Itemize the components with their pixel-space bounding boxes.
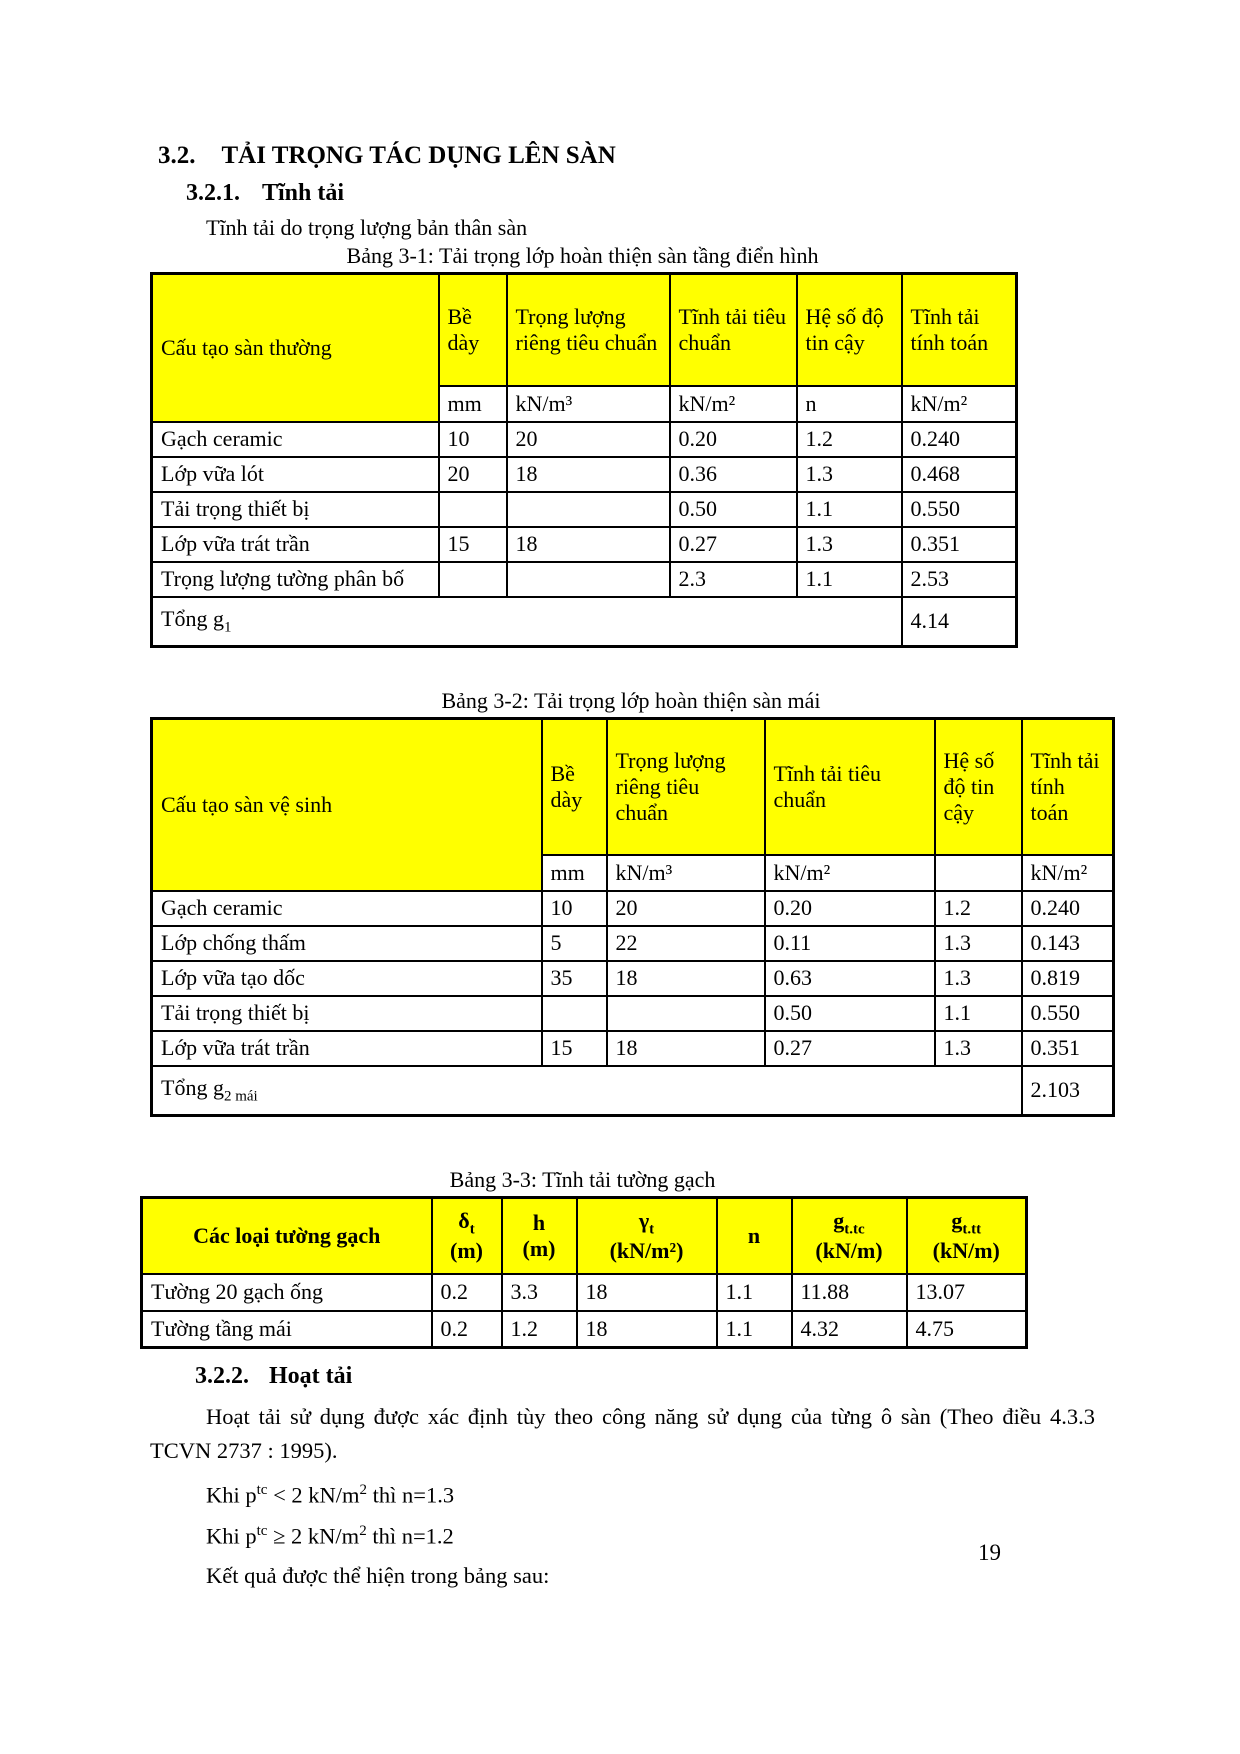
column-header: Các loại tường gạch (142, 1198, 432, 1274)
column-header: Trọng lượng riêng tiêu chuẩn (607, 719, 765, 855)
table-row (152, 457, 1017, 492)
cell-value: 18 (607, 961, 765, 996)
subsection-heading (195, 1363, 1240, 1390)
cell-value: 1.3 (797, 527, 902, 562)
cell-value: 0.468 (902, 457, 1017, 492)
unit-cell: kN/m² (902, 386, 1017, 422)
cell-value: 1.1 (797, 562, 902, 597)
cell-value: 1.3 (797, 457, 902, 492)
cell-value (439, 492, 507, 527)
cell-value: 0.50 (765, 996, 935, 1031)
row-label: Lớp vữa trát trần (152, 527, 439, 562)
header-row (152, 719, 1114, 855)
cell-value: 0.11 (765, 926, 935, 961)
cell-value (607, 996, 765, 1031)
table-row (152, 961, 1114, 996)
cell-value: 1.2 (797, 422, 902, 457)
total-value: 4.14 (902, 597, 1017, 647)
table-row (152, 891, 1114, 926)
cell-value: 18 (607, 1031, 765, 1066)
condition-line-2: Khi $p^{tc} \ge 2$ $kN/m^2$ thì n=1.2 (206, 1522, 454, 1548)
condition-line-1: Khi $p^{tc} < 2$ $kN/m^2$ thì n=1.3 (206, 1482, 455, 1508)
cell-value: 1.2 (502, 1311, 577, 1348)
cell-value (507, 562, 670, 597)
cell-value: 22 (607, 926, 765, 961)
cell-value: 0.2 (432, 1274, 502, 1311)
cell-value: 1.2 (935, 891, 1022, 926)
cell-value: 0.36 (670, 457, 797, 492)
cell-value: 0.351 (1022, 1031, 1114, 1066)
column-header: Cấu tạo sàn vệ sinh (152, 719, 542, 891)
subsection-number: 3.2.2. (195, 1363, 249, 1389)
section-number: 3.2. (158, 142, 196, 169)
column-header: Hệ số độ tin cậy (935, 719, 1022, 855)
table-row (142, 1274, 1027, 1311)
unit-cell: kN/m³ (607, 855, 765, 891)
cell-value: 1.1 (717, 1311, 792, 1348)
cell-value: 0.240 (1022, 891, 1114, 926)
cell-value: 0.240 (902, 422, 1017, 457)
unit-cell: mm (439, 386, 507, 422)
header-row (152, 274, 1017, 386)
row-label: Gạch ceramic (152, 891, 542, 926)
column-header: h (m) (502, 1198, 577, 1274)
column-header: Tĩnh tải tiêu chuẩn (670, 274, 797, 386)
cell-value: 1.1 (797, 492, 902, 527)
cell-value: 0.27 (670, 527, 797, 562)
column-header: Tĩnh tải tính toán (1022, 719, 1114, 855)
cell-value: 0.351 (902, 527, 1017, 562)
table-row (142, 1311, 1027, 1348)
row-label: Lớp vữa trát trần (152, 1031, 542, 1066)
table-floor-typical (150, 272, 1018, 648)
row-label: Lớp chống thấm (152, 926, 542, 961)
unit-cell: kN/m³ (507, 386, 670, 422)
table-row (152, 996, 1114, 1031)
live-load-paragraph: Hoạt tải sử dụng được xác định tùy theo công năng sử dụng của từng ô sàn (Theo điều 4.3.3 TCVN 2737 : 1995). (150, 1404, 1095, 1463)
cell-value: 20 (507, 422, 670, 457)
cell-value: 11.88 (792, 1274, 907, 1311)
cell-value: 0.27 (765, 1031, 935, 1066)
row-label: Tường tầng mái (142, 1311, 432, 1348)
subsection-title: Hoạt tải (269, 1363, 353, 1389)
column-header: Trọng lượng riêng tiêu chuẩn (507, 274, 670, 386)
column-header: Bề dày (542, 719, 607, 855)
cell-value: 15 (439, 527, 507, 562)
cell-value: 4.32 (792, 1311, 907, 1348)
table-caption: Bảng 3-1: Tải trọng lớp hoàn thiện sàn tầng điển hình (346, 243, 819, 268)
cell-value: 18 (577, 1274, 717, 1311)
row-label: Trọng lượng tường phân bố (152, 562, 439, 597)
subsection-number: 3.2.1. (186, 180, 240, 206)
cell-value: 35 (542, 961, 607, 996)
table-roof-floor (150, 717, 1115, 1117)
table-caption: Bảng 3-2: Tải trọng lớp hoàn thiện sàn mái (441, 688, 821, 713)
table-caption: Bảng 3-3: Tĩnh tải tường gạch (449, 1167, 716, 1192)
cell-value: 1.3 (935, 1031, 1022, 1066)
table-row (152, 492, 1017, 527)
cell-value: 10 (542, 891, 607, 926)
table-row (152, 562, 1017, 597)
section-title: TẢI TRỌNG TÁC DỤNG LÊN SÀN (221, 142, 616, 169)
cell-value: 0.2 (432, 1311, 502, 1348)
cell-value: 0.20 (765, 891, 935, 926)
cell-value (507, 492, 670, 527)
cell-value: 1.1 (935, 996, 1022, 1031)
total-label: Tổng $g_{2 mái}$ (152, 1066, 1022, 1116)
unit-cell (935, 855, 1022, 891)
row-label: Tải trọng thiết bị (152, 492, 439, 527)
unit-cell: kN/m² (670, 386, 797, 422)
cell-value: 0.550 (902, 492, 1017, 527)
cell-value: 18 (577, 1311, 717, 1348)
table-row (152, 422, 1017, 457)
cell-value: 1.1 (717, 1274, 792, 1311)
cell-value: 18 (507, 457, 670, 492)
column-header: $g_{t.tc}$ (kN/m) (792, 1198, 907, 1274)
row-label: Tường 20 gạch ống (142, 1274, 432, 1311)
total-value: 2.103 (1022, 1066, 1114, 1116)
table-row (152, 1031, 1114, 1066)
intro-text: Tĩnh tải do trọng lượng bản thân sàn (206, 215, 528, 240)
unit-cell: kN/m² (765, 855, 935, 891)
column-header: $\gamma_t$ (kN/m²) (577, 1198, 717, 1274)
header-row (142, 1198, 1027, 1274)
cell-value: 0.63 (765, 961, 935, 996)
total-row (152, 597, 1017, 647)
cell-value: 2.53 (902, 562, 1017, 597)
cell-value: 1.3 (935, 926, 1022, 961)
subsection-title: Tĩnh tải (262, 180, 345, 206)
cell-value: 2.3 (670, 562, 797, 597)
page-number: 19 (978, 1540, 1001, 1565)
cell-value: 15 (542, 1031, 607, 1066)
cell-value: 20 (607, 891, 765, 926)
cell-value: 0.143 (1022, 926, 1114, 961)
cell-value: 10 (439, 422, 507, 457)
column-header: n (717, 1198, 792, 1274)
total-row (152, 1066, 1114, 1116)
subsection-heading (186, 180, 1240, 207)
cell-value: 20 (439, 457, 507, 492)
table-row (152, 926, 1114, 961)
unit-cell: mm (542, 855, 607, 891)
cell-value: 0.20 (670, 422, 797, 457)
cell-value (542, 996, 607, 1031)
cell-value: 1.3 (935, 961, 1022, 996)
table-row (152, 527, 1017, 562)
total-label: Tổng $g_1$ (152, 597, 902, 647)
cell-value: 13.07 (907, 1274, 1027, 1311)
row-label: Lớp vữa lót (152, 457, 439, 492)
cell-value: 18 (507, 527, 670, 562)
cell-value: 4.75 (907, 1311, 1027, 1348)
closing-line: Kết quả được thể hiện trong bảng sau: (206, 1563, 550, 1588)
column-header: Tĩnh tải tiêu chuẩn (765, 719, 935, 855)
unit-cell: kN/m² (1022, 855, 1114, 891)
column-header: Hệ số độ tin cậy (797, 274, 902, 386)
cell-value: 0.550 (1022, 996, 1114, 1031)
cell-value: 3.3 (502, 1274, 577, 1311)
cell-value: 5 (542, 926, 607, 961)
column-header: $\delta_t$ (m) (432, 1198, 502, 1274)
row-label: Gạch ceramic (152, 422, 439, 457)
row-label: Lớp vữa tạo dốc (152, 961, 542, 996)
cell-value: 0.50 (670, 492, 797, 527)
column-header: Tĩnh tải tính toán (902, 274, 1017, 386)
column-header: $g_{t.tt}$ (kN/m) (907, 1198, 1027, 1274)
column-header: Cấu tạo sàn thường (152, 274, 439, 422)
table-brick-walls (140, 1196, 1028, 1349)
section-heading (158, 142, 1240, 170)
unit-cell: n (797, 386, 902, 422)
cell-value: 0.819 (1022, 961, 1114, 996)
cell-value (439, 562, 507, 597)
column-header: Bề dày (439, 274, 507, 386)
row-label: Tải trọng thiết bị (152, 996, 542, 1031)
